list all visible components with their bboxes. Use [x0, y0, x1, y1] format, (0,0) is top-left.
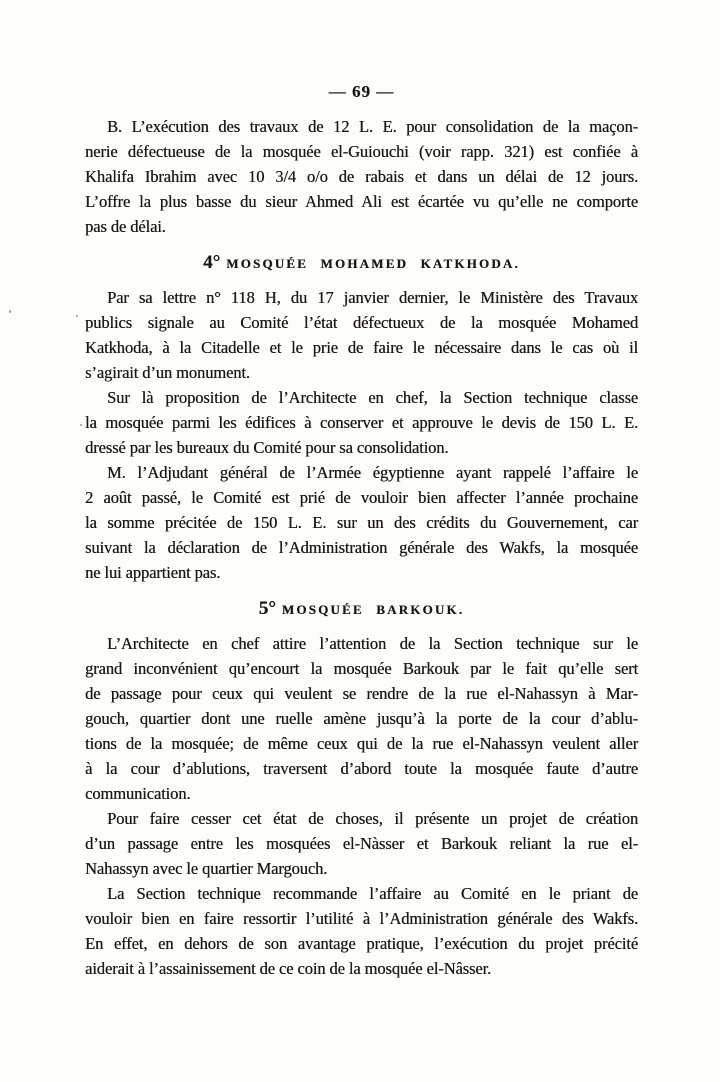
- section-title: MOSQUÉE MOHAMED KATKHODA.: [226, 256, 520, 271]
- scan-speck: [9, 310, 11, 313]
- text-line: Nahassyn avec le quartier Margouch.: [85, 859, 328, 878]
- paragraph-b: [85, 114, 638, 239]
- section-heading-4: [85, 250, 638, 276]
- text-line: la mosquée parmi les édifices à conserver et approuve le devis de 150 L. E.: [85, 413, 638, 432]
- text-line: M. l’Adjudant général de l’Armée égyptienne ayant rappelé l’affaire le: [107, 463, 638, 482]
- page-number: — 69 —: [328, 82, 395, 101]
- text-line: pas de délai.: [85, 217, 166, 236]
- text-line: dressé par les bureaux du Comité pour sa consolidation.: [85, 438, 449, 457]
- text-line: Sur là proposition de l’Architecte en chef, la Section technique classe: [107, 388, 638, 407]
- text-line: Par sa lettre n° 118 H, du 17 janvier dernier, le Ministère des Travaux: [107, 288, 638, 307]
- section-ordinal: 4°: [203, 252, 221, 273]
- text-line: suivant la déclaration de l’Administration générale des Wakfs, la mosquée: [85, 538, 638, 557]
- section-ordinal: 5°: [258, 598, 276, 619]
- text-line: Pour faire cesser cet état de choses, il présente un projet de création: [107, 809, 638, 828]
- text-block: [85, 82, 638, 981]
- paragraph-recommandation: [85, 881, 638, 981]
- text-line: ne lui appartient pas.: [85, 563, 221, 582]
- text-line: 2 août passé, le Comité est prié de vouloir bien affecter l’année prochaine: [85, 488, 638, 507]
- text-line: Khalifa Ibrahim avec 10 3/4 o/o de rabais et dans un délai de 12 jours.: [85, 167, 638, 186]
- text-line: tions de la mosquée; de même ceux qui de la rue el-Nahassyn veulent aller: [85, 734, 638, 753]
- text-line: En effet, en dehors de son avantage pratique, l’exécution du projet précité: [85, 934, 638, 953]
- text-line: la somme précitée de 150 L. E. sur un des crédits du Gouvernement, car: [85, 513, 638, 532]
- text-line: grand inconvénient qu’encourt la mosquée Barkouk par le fait qu’elle sert: [85, 659, 638, 678]
- paragraph-proposition: [85, 385, 638, 460]
- text-line: nerie défectueuse de la mosquée el-Guiouchi (voir rapp. 321) est confiée à: [85, 142, 638, 161]
- text-line: L’offre la plus basse du sieur Ahmed Ali est écartée vu qu’elle ne comporte: [85, 192, 638, 211]
- section-heading-5: [85, 596, 638, 622]
- text-line: aiderait à l’assainissement de ce coin de la mosquée el-Nâsser.: [85, 959, 492, 978]
- text-line: Katkhoda, à la Citadelle et le prie de faire le nécessaire dans le cas où il: [85, 338, 638, 357]
- text-line: La Section technique recommande l’affaire au Comité en le priant de: [107, 884, 638, 903]
- text-line: B. L’exécution des travaux de 12 L. E. pour consolidation de la maçon-: [107, 117, 638, 136]
- paragraph-adjudant: [85, 460, 638, 585]
- scan-speck: [76, 315, 78, 317]
- text-line: communication.: [85, 784, 191, 803]
- paragraph-architecte: [85, 631, 638, 806]
- text-line: publics signale au Comité l’état défectueux de la mosquée Mohamed: [85, 313, 638, 332]
- text-line: d’un passage entre les mosquées el-Nàsser et Barkouk reliant la rue el-: [85, 834, 638, 853]
- text-line: s’agirait d’un monument.: [85, 363, 250, 382]
- scan-speck: [80, 424, 82, 426]
- text-line: L’Architecte en chef attire l’attention de la Section technique sur le: [107, 634, 638, 653]
- paragraph-lettre: [85, 285, 638, 385]
- text-line: de passage pour ceux qui veulent se rendre de la rue el-Nahassyn à Mar-: [85, 684, 638, 703]
- section-title: MOSQUÉE BARKOUK.: [281, 602, 465, 617]
- paragraph-projet: [85, 806, 638, 881]
- text-line: gouch, quartier dont une ruelle amène jusqu’à la porte de la cour d’ablu-: [85, 709, 638, 728]
- text-line: vouloir bien en faire ressortir l’utilité à l’Administration générale des Wakfs.: [85, 909, 638, 928]
- text-line: à la cour d’ablutions, traversent d’abord toute la mosquée faute d’autre: [85, 759, 638, 778]
